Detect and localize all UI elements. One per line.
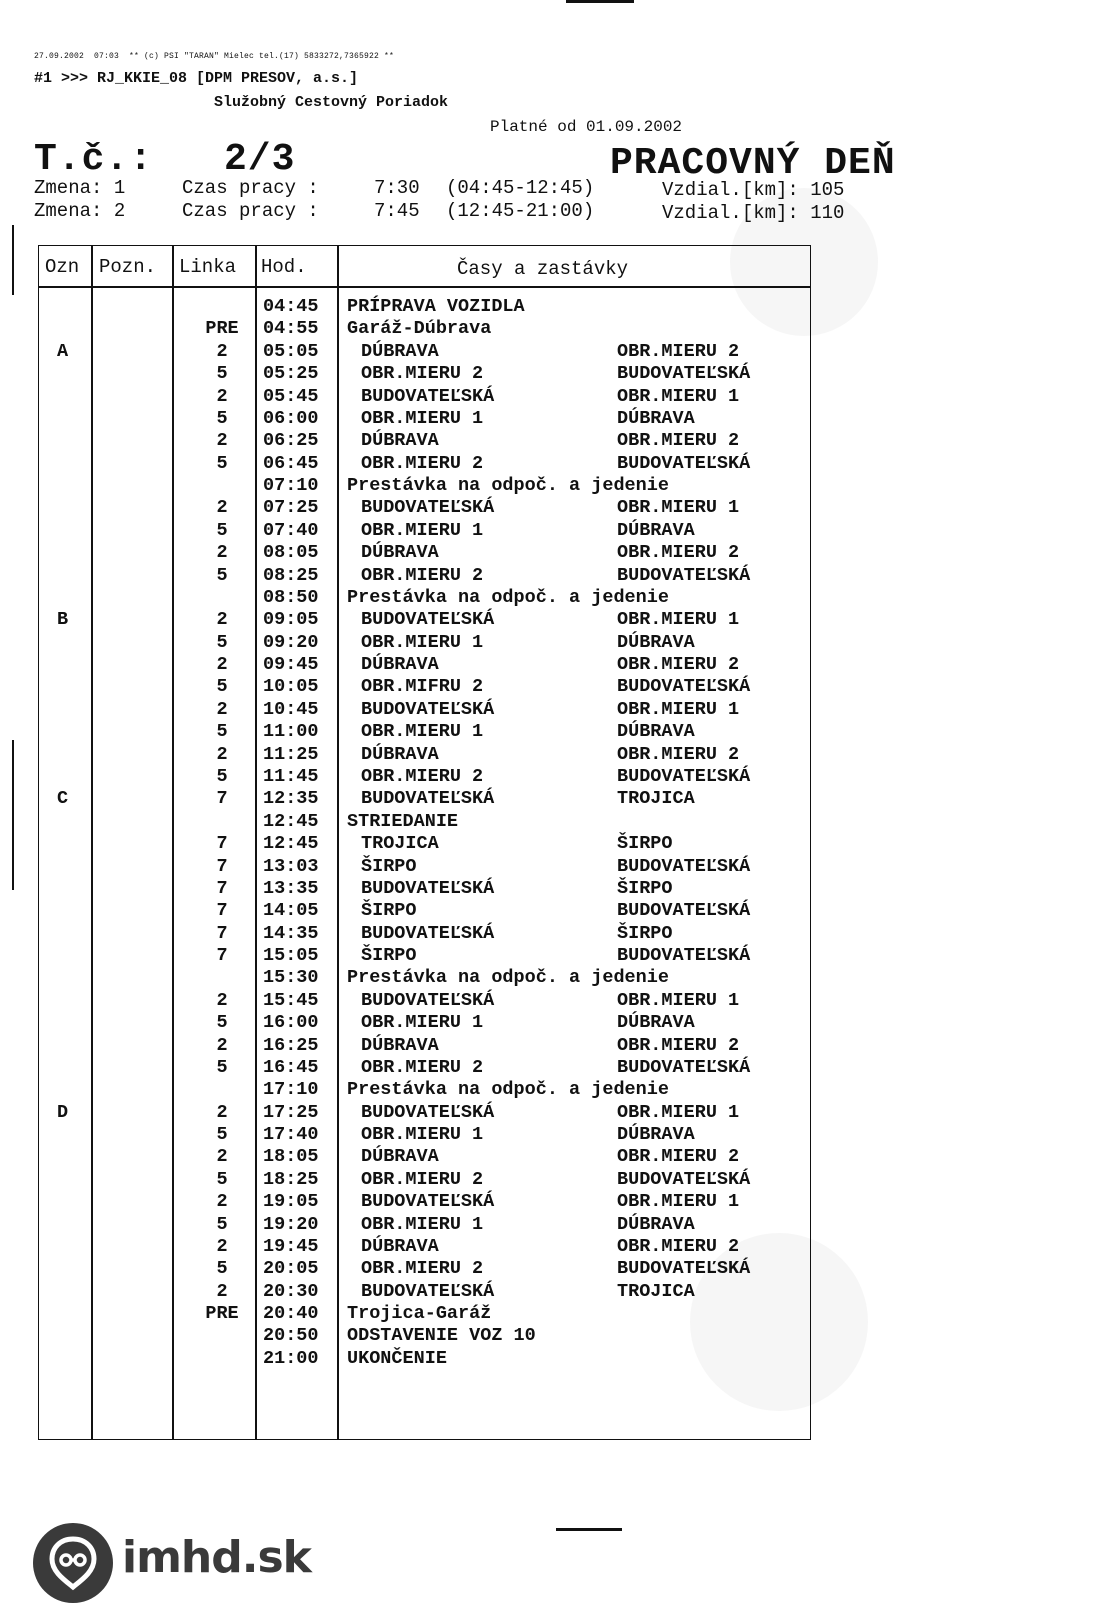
- row-to-stop: BUDOVATEĽSKÁ: [617, 363, 751, 385]
- table-row: [39, 542, 810, 565]
- row-note: Garáž-Dúbrava: [347, 318, 492, 340]
- row-linka: 5: [216, 519, 228, 541]
- row-from-stop: OBR.MIERU 2: [361, 1168, 484, 1190]
- table-row: [39, 900, 810, 923]
- table-row: [39, 1325, 810, 1348]
- row-from-stop: BUDOVATEĽSKÁ: [361, 497, 495, 519]
- row-from-stop: OBR.MIERU 2: [361, 452, 484, 474]
- row-time: 16:25: [263, 1034, 319, 1056]
- table-row: [39, 520, 810, 543]
- row-from-stop: BUDOVATEĽSKÁ: [361, 385, 495, 407]
- row-from-stop: BUDOVATEĽSKÁ: [361, 922, 495, 944]
- row-to-stop: OBR.MIERU 2: [617, 340, 740, 362]
- row-to-stop: DÚBRAVA: [617, 721, 695, 743]
- row-time: 15:05: [263, 945, 319, 967]
- row-from-stop: DÚBRAVA: [361, 1146, 439, 1168]
- table-row: [39, 497, 810, 520]
- row-time: 12:35: [263, 788, 319, 810]
- row-to-stop: OBR.MIERU 1: [617, 1191, 740, 1213]
- row-from-stop: ŠIRPO: [361, 855, 417, 877]
- shift-range: (04:45-12:45): [446, 177, 595, 199]
- row-from-stop: OBR.MIERU 2: [361, 765, 484, 787]
- table-row: [39, 408, 810, 431]
- row-to-stop: BUDOVATEĽSKÁ: [617, 564, 751, 586]
- row-linka: 7: [216, 877, 228, 899]
- row-linka: 5: [216, 1258, 228, 1280]
- row-time: 04:45: [263, 296, 319, 317]
- row-linka: 5: [216, 676, 228, 698]
- timetable: [38, 245, 811, 1440]
- table-row: [39, 699, 810, 722]
- table-row: [39, 386, 810, 409]
- row-time: 20:50: [263, 1325, 319, 1347]
- row-note: Trojica-Garáž: [347, 1303, 492, 1325]
- row-time: 05:45: [263, 385, 319, 407]
- row-linka: 5: [216, 1124, 228, 1146]
- row-time: 10:45: [263, 698, 319, 720]
- row-time: 05:25: [263, 363, 319, 385]
- table-row: [39, 632, 810, 655]
- row-linka: 2: [216, 743, 228, 765]
- row-time: 05:05: [263, 340, 319, 362]
- row-time: 11:25: [263, 743, 319, 765]
- row-from-stop: OBR.MIERU 1: [361, 407, 484, 429]
- row-linka: 2: [216, 497, 228, 519]
- shift-time: 7:30: [374, 177, 420, 199]
- row-from-stop: OBR.MIERU 1: [361, 721, 484, 743]
- document-title: Služobný Cestovný Poriadok: [214, 94, 449, 111]
- row-linka: 2: [216, 340, 228, 362]
- table-row: [39, 811, 810, 834]
- table-row: [39, 430, 810, 453]
- table-row: [39, 1012, 810, 1035]
- top-scan-mark: [566, 0, 634, 3]
- tc-label: T.č.:: [34, 138, 154, 181]
- row-note: ODSTAVENIE VOZ 10: [347, 1325, 536, 1347]
- table-row: [39, 565, 810, 588]
- table-row: [39, 1057, 810, 1080]
- row-time: 04:55: [263, 318, 319, 340]
- shift-distance: Vzdial.[km]: 110: [662, 202, 845, 224]
- row-linka: 2: [216, 609, 228, 631]
- table-row: [39, 788, 810, 811]
- table-row: [39, 296, 810, 319]
- row-time: 08:50: [263, 586, 319, 608]
- row-time: 15:30: [263, 967, 319, 989]
- table-row: [39, 609, 810, 632]
- imhd-logo-icon: [33, 1523, 113, 1603]
- row-from-stop: OBR.MIERU 2: [361, 564, 484, 586]
- row-from-stop: OBR.MIERU 1: [361, 1213, 484, 1235]
- row-linka: 2: [216, 1235, 228, 1257]
- table-row: [39, 945, 810, 968]
- row-note: Prestávka na odpoč. a jedenie: [347, 1079, 669, 1101]
- row-linka: 7: [216, 788, 228, 810]
- row-to-stop: OBR.MIERU 1: [617, 385, 740, 407]
- row-from-stop: DÚBRAVA: [361, 1235, 439, 1257]
- row-time: 12:45: [263, 833, 319, 855]
- table-row: [39, 1169, 810, 1192]
- row-from-stop: BUDOVATEĽSKÁ: [361, 609, 495, 631]
- row-from-stop: OBR.MIERU 1: [361, 631, 484, 653]
- row-to-stop: DÚBRAVA: [617, 1124, 695, 1146]
- row-to-stop: ŠIRPO: [617, 877, 673, 899]
- row-from-stop: BUDOVATEĽSKÁ: [361, 788, 495, 810]
- row-to-stop: OBR.MIERU 2: [617, 1034, 740, 1056]
- row-linka: 5: [216, 452, 228, 474]
- row-from-stop: BUDOVATEĽSKÁ: [361, 1101, 495, 1123]
- row-to-stop: OBR.MIERU 2: [617, 542, 740, 564]
- shift-number: Zmena: 1: [34, 177, 126, 199]
- shift-distance: Vzdial.[km]: 105: [662, 179, 845, 201]
- row-linka: 2: [216, 385, 228, 407]
- table-row: [39, 967, 810, 990]
- row-to-stop: TROJICA: [617, 788, 695, 810]
- bottom-scan-mark: [556, 1528, 622, 1531]
- shift-range: (12:45-21:00): [446, 200, 595, 222]
- table-row: [39, 1191, 810, 1214]
- row-linka: 2: [216, 1146, 228, 1168]
- row-linka: 2: [216, 1034, 228, 1056]
- row-from-stop: ŠIRPO: [361, 945, 417, 967]
- header-hod: Hod.: [261, 256, 307, 278]
- row-time: 06:25: [263, 430, 319, 452]
- row-time: 19:20: [263, 1213, 319, 1235]
- row-from-stop: BUDOVATEĽSKÁ: [361, 1191, 495, 1213]
- row-ozn: D: [57, 1101, 69, 1123]
- fax-line: 27.09.2002 07:03 ** (c) PSI "TARAN" Mielec tel.(17) 5833272,7365922 **: [34, 52, 395, 61]
- row-linka: 5: [216, 363, 228, 385]
- row-time: 16:45: [263, 1056, 319, 1078]
- row-to-stop: BUDOVATEĽSKÁ: [617, 1258, 751, 1280]
- table-row: [39, 1079, 810, 1102]
- table-row: [39, 1303, 810, 1326]
- table-row: [39, 833, 810, 856]
- row-from-stop: BUDOVATEĽSKÁ: [361, 877, 495, 899]
- row-time: 11:45: [263, 765, 319, 787]
- row-to-stop: ŠIRPO: [617, 922, 673, 944]
- row-to-stop: BUDOVATEĽSKÁ: [617, 900, 751, 922]
- row-to-stop: OBR.MIERU 1: [617, 698, 740, 720]
- table-row: [39, 1281, 810, 1304]
- valid-from: Platné od 01.09.2002: [490, 118, 683, 136]
- table-row: [39, 587, 810, 610]
- table-row: [39, 318, 810, 341]
- row-linka: 2: [216, 698, 228, 720]
- row-time: 17:25: [263, 1101, 319, 1123]
- row-time: 13:35: [263, 877, 319, 899]
- row-to-stop: DÚBRAVA: [617, 1012, 695, 1034]
- row-note: Prestávka na odpoč. a jedenie: [347, 475, 669, 497]
- shift-czas-label: Czas pracy :: [182, 177, 319, 199]
- row-time: 20:05: [263, 1258, 319, 1280]
- row-to-stop: BUDOVATEĽSKÁ: [617, 765, 751, 787]
- row-time: 21:00: [263, 1347, 319, 1369]
- row-note: Prestávka na odpoč. a jedenie: [347, 967, 669, 989]
- row-time: 10:05: [263, 676, 319, 698]
- row-from-stop: OBR.MIERU 1: [361, 519, 484, 541]
- row-linka: 5: [216, 407, 228, 429]
- row-to-stop: TROJICA: [617, 1280, 695, 1302]
- row-time: 07:25: [263, 497, 319, 519]
- row-linka: 2: [216, 989, 228, 1011]
- row-time: 17:10: [263, 1079, 319, 1101]
- header-linka: Linka: [179, 256, 237, 278]
- table-row: [39, 744, 810, 767]
- table-row: [39, 878, 810, 901]
- table-row: [39, 1146, 810, 1169]
- day-type: PRACOVNÝ DEŇ: [610, 142, 896, 185]
- row-to-stop: OBR.MIERU 1: [617, 989, 740, 1011]
- row-linka: 7: [216, 900, 228, 922]
- row-time: 19:45: [263, 1235, 319, 1257]
- row-linka: 5: [216, 765, 228, 787]
- row-linka: 5: [216, 1012, 228, 1034]
- table-row: [39, 1102, 810, 1125]
- row-from-stop: BUDOVATEĽSKÁ: [361, 698, 495, 720]
- row-linka: PRE: [205, 1303, 239, 1325]
- row-time: 06:45: [263, 452, 319, 474]
- shift-time: 7:45: [374, 200, 420, 222]
- row-from-stop: BUDOVATEĽSKÁ: [361, 1280, 495, 1302]
- table-row: [39, 1236, 810, 1259]
- row-from-stop: DÚBRAVA: [361, 743, 439, 765]
- row-time: 20:30: [263, 1280, 319, 1302]
- row-from-stop: OBR.MIERU 1: [361, 1012, 484, 1034]
- row-linka: 5: [216, 721, 228, 743]
- table-row: [39, 1258, 810, 1281]
- brand-wordmark: imhd.sk: [122, 1532, 311, 1583]
- row-linka: PRE: [205, 318, 239, 340]
- table-row: [39, 676, 810, 699]
- table-row: [39, 1214, 810, 1237]
- row-to-stop: OBR.MIERU 1: [617, 497, 740, 519]
- row-to-stop: ŠIRPO: [617, 833, 673, 855]
- shift-czas-label: Czas pracy :: [182, 200, 319, 222]
- row-ozn: A: [57, 340, 69, 362]
- row-to-stop: OBR.MIERU 1: [617, 609, 740, 631]
- row-to-stop: DÚBRAVA: [617, 519, 695, 541]
- row-from-stop: DÚBRAVA: [361, 1034, 439, 1056]
- table-row: [39, 341, 810, 364]
- row-time: 15:45: [263, 989, 319, 1011]
- row-time: 18:25: [263, 1168, 319, 1190]
- row-linka: 2: [216, 542, 228, 564]
- row-linka: 5: [216, 1056, 228, 1078]
- row-time: 09:20: [263, 631, 319, 653]
- row-linka: 2: [216, 1191, 228, 1213]
- row-time: 14:05: [263, 900, 319, 922]
- row-from-stop: OBR.MIFRU 2: [361, 676, 484, 698]
- table-row: [39, 1124, 810, 1147]
- header-casy: Časy a zastávky: [457, 258, 629, 280]
- row-to-stop: OBR.MIERU 2: [617, 654, 740, 676]
- row-to-stop: DÚBRAVA: [617, 407, 695, 429]
- row-to-stop: BUDOVATEĽSKÁ: [617, 945, 751, 967]
- row-from-stop: OBR.MIERU 2: [361, 363, 484, 385]
- left-scan-mark: [12, 225, 14, 295]
- table-row: [39, 721, 810, 744]
- row-from-stop: DÚBRAVA: [361, 542, 439, 564]
- row-time: 12:45: [263, 810, 319, 832]
- row-to-stop: DÚBRAVA: [617, 1213, 695, 1235]
- row-linka: 7: [216, 945, 228, 967]
- table-row: [39, 654, 810, 677]
- row-note: STRIEDANIE: [347, 810, 459, 832]
- row-time: 17:40: [263, 1124, 319, 1146]
- row-linka: 5: [216, 564, 228, 586]
- row-linka: 7: [216, 855, 228, 877]
- row-from-stop: DÚBRAVA: [361, 654, 439, 676]
- row-to-stop: OBR.MIERU 2: [617, 743, 740, 765]
- row-time: 09:05: [263, 609, 319, 631]
- row-linka: 7: [216, 922, 228, 944]
- row-from-stop: DÚBRAVA: [361, 340, 439, 362]
- row-time: 20:40: [263, 1303, 319, 1325]
- row-time: 13:03: [263, 855, 319, 877]
- table-row: [39, 475, 810, 498]
- row-from-stop: TROJICA: [361, 833, 439, 855]
- header-ozn: Ozn: [45, 256, 80, 278]
- row-time: 08:25: [263, 564, 319, 586]
- table-row: [39, 1035, 810, 1058]
- row-ozn: B: [57, 609, 69, 631]
- pin-glasses-icon: [33, 1523, 113, 1603]
- table-row: [39, 766, 810, 789]
- row-to-stop: DÚBRAVA: [617, 631, 695, 653]
- tc-value: 2/3: [224, 138, 296, 181]
- row-from-stop: OBR.MIERU 1: [361, 1124, 484, 1146]
- row-to-stop: BUDOVATEĽSKÁ: [617, 676, 751, 698]
- header-divider: [39, 286, 810, 288]
- row-time: 06:00: [263, 407, 319, 429]
- row-from-stop: DÚBRAVA: [361, 430, 439, 452]
- row-linka: 5: [216, 1168, 228, 1190]
- header-pozn: Pozn.: [99, 256, 157, 278]
- row-time: 11:00: [263, 721, 319, 743]
- row-linka: 7: [216, 833, 228, 855]
- row-to-stop: BUDOVATEĽSKÁ: [617, 452, 751, 474]
- left-scan-mark-2: [12, 740, 14, 890]
- row-note: UKONČENIE: [347, 1347, 447, 1369]
- row-to-stop: OBR.MIERU 1: [617, 1101, 740, 1123]
- row-linka: 5: [216, 631, 228, 653]
- row-linka: 2: [216, 1101, 228, 1123]
- table-row: [39, 1348, 810, 1371]
- shift-number: Zmena: 2: [34, 200, 126, 222]
- row-ozn: C: [57, 788, 69, 810]
- row-to-stop: BUDOVATEĽSKÁ: [617, 1168, 751, 1190]
- row-time: 07:10: [263, 475, 319, 497]
- row-time: 19:05: [263, 1191, 319, 1213]
- table-row: [39, 856, 810, 879]
- row-to-stop: OBR.MIERU 2: [617, 1235, 740, 1257]
- row-linka: 5: [216, 1213, 228, 1235]
- row-from-stop: ŠIRPO: [361, 900, 417, 922]
- row-to-stop: BUDOVATEĽSKÁ: [617, 855, 751, 877]
- table-row: [39, 990, 810, 1013]
- table-row: [39, 363, 810, 386]
- row-to-stop: BUDOVATEĽSKÁ: [617, 1056, 751, 1078]
- row-from-stop: BUDOVATEĽSKÁ: [361, 989, 495, 1011]
- row-time: 07:40: [263, 519, 319, 541]
- row-to-stop: OBR.MIERU 2: [617, 1146, 740, 1168]
- row-to-stop: OBR.MIERU 2: [617, 430, 740, 452]
- row-linka: 2: [216, 1280, 228, 1302]
- row-time: 08:05: [263, 542, 319, 564]
- row-time: 18:05: [263, 1146, 319, 1168]
- row-note: Prestávka na odpoč. a jedenie: [347, 586, 669, 608]
- row-from-stop: OBR.MIERU 2: [361, 1056, 484, 1078]
- row-time: 14:35: [263, 922, 319, 944]
- row-from-stop: OBR.MIERU 2: [361, 1258, 484, 1280]
- document-id: #1 >>> RJ_KKIE_08 [DPM PRESOV, a.s.]: [34, 70, 359, 87]
- row-note: PRÍPRAVA VOZIDLA: [347, 296, 525, 317]
- table-row: [39, 923, 810, 946]
- row-linka: 2: [216, 430, 228, 452]
- row-time: 09:45: [263, 654, 319, 676]
- table-row: [39, 453, 810, 476]
- row-linka: 2: [216, 654, 228, 676]
- row-time: 16:00: [263, 1012, 319, 1034]
